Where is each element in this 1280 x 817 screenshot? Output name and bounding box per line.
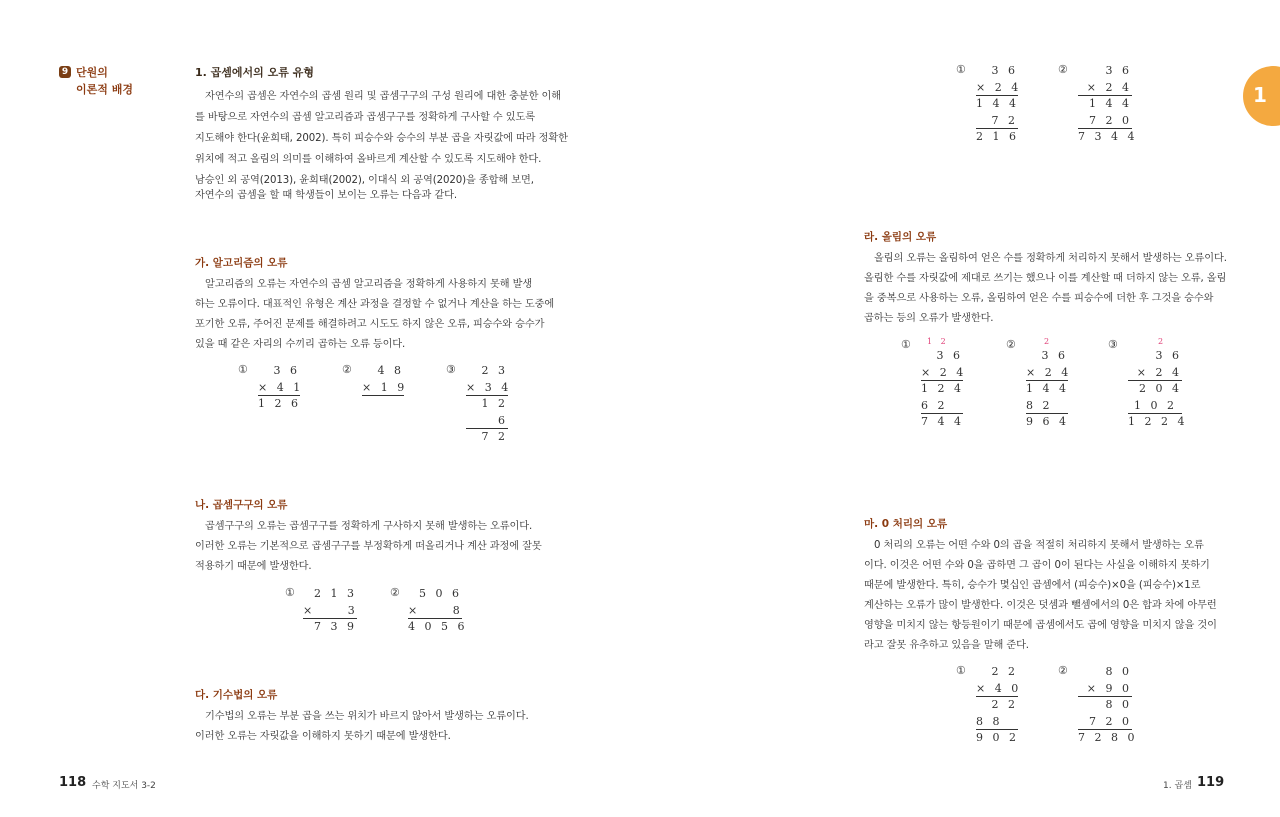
text-line: 포기한 오류, 주어진 문제를 해결하려고 시도도 하지 않은 오류, 피승수와 승수가 bbox=[195, 319, 545, 330]
multiplicand: 3 6 bbox=[1105, 64, 1132, 77]
partial-product: 1 0 2 bbox=[1128, 398, 1182, 415]
section-title: 1. 곱셈에서의 오류 유형 bbox=[195, 66, 314, 79]
chapter-badge: 9 bbox=[59, 66, 71, 78]
zero-example-1 bbox=[956, 664, 1022, 747]
example-label: ① bbox=[901, 338, 911, 351]
text-line: 0 처리의 오류는 어떤 수와 0의 곱을 적절히 처리하지 못해서 발생하는 오류 bbox=[874, 540, 1204, 551]
partial-product: 8 0 bbox=[1105, 698, 1132, 711]
product: 9 6 4 bbox=[1026, 415, 1069, 428]
side-title-line1: 단원의 bbox=[76, 66, 108, 79]
multiplier: × 3 bbox=[303, 603, 357, 620]
partial-product: 7 2 bbox=[976, 113, 1018, 130]
olim-example-2 bbox=[1006, 336, 1072, 431]
page-number: 119 bbox=[1197, 775, 1225, 790]
multiplicand: 5 0 6 bbox=[419, 587, 462, 600]
multiplicand: 3 6 bbox=[936, 349, 963, 362]
multiplicand: 3 6 bbox=[1041, 349, 1068, 362]
product: 7 3 4 4 bbox=[1078, 130, 1138, 143]
gisu-example-1 bbox=[956, 63, 1022, 146]
olim-example-3 bbox=[1108, 336, 1188, 431]
multiplier: × 4 0 bbox=[976, 681, 1018, 698]
text-line: 기수법의 오류는 부분 곱을 쓰는 위치가 바르지 않아서 발생하는 오류이다. bbox=[205, 711, 529, 722]
carry-digits: 1 2 bbox=[927, 337, 949, 346]
example-label: ② bbox=[390, 586, 400, 599]
product: 9 0 2 bbox=[976, 731, 1019, 744]
product: 1 2 2 4 bbox=[1128, 415, 1188, 428]
text-line: 자연수의 곱셈은 자연수의 곱셈 원리 및 곱셈구구의 구성 원리에 대한 충분한 이해 bbox=[205, 91, 561, 102]
product: 2 1 6 bbox=[976, 130, 1019, 143]
multiplier: × 2 4 bbox=[976, 80, 1018, 97]
partial-product: 8 2 bbox=[1026, 398, 1068, 415]
example-label: ② bbox=[1006, 338, 1016, 351]
example-label: ① bbox=[956, 63, 966, 76]
partial-product: 6 bbox=[466, 413, 508, 430]
partial-product: 1 2 4 bbox=[921, 382, 964, 395]
text-line: 남승인 외 공역(2013), 윤희태(2002), 이대식 외 공역(2020)을 종합해 보면, bbox=[195, 175, 534, 186]
gisu-example-2 bbox=[1058, 63, 1138, 146]
algo-example-2 bbox=[342, 363, 408, 396]
multiplier: × 3 4 bbox=[466, 380, 508, 397]
partial-product: 7 2 0 bbox=[1078, 714, 1132, 731]
text-line: 위치에 적고 올림의 의미를 이해하여 올바르게 계산할 수 있도록 지도해야 한다. bbox=[195, 154, 542, 165]
multiplicand: 3 6 bbox=[273, 364, 300, 377]
multiplicand: 2 2 bbox=[991, 665, 1018, 678]
text-line: 알고리즘의 오류는 자연수의 곱셈 알고리즘을 정확하게 사용하지 못해 발생 bbox=[205, 279, 533, 290]
footer-title: 1. 곱셈 bbox=[1163, 781, 1192, 791]
text-line: 이러한 오류는 자릿값을 이해하지 못하기 때문에 발생한다. bbox=[195, 731, 451, 742]
multiplier: × 2 4 bbox=[1078, 80, 1132, 97]
multiplicand: 3 6 bbox=[991, 64, 1018, 77]
partial-product: 7 2 0 bbox=[1078, 113, 1132, 130]
text-line: 하는 오류이다. 대표적인 유형은 계산 과정을 결정할 수 없거나 계산을 하는 도중에 bbox=[195, 299, 555, 310]
example-label: ② bbox=[1058, 664, 1068, 677]
text-line: 올림의 오류는 올림하여 얻은 수를 정확하게 처리하지 못해서 발생하는 오류이다. bbox=[874, 253, 1227, 264]
multiplicand: 3 6 bbox=[1155, 349, 1182, 362]
example-label: ③ bbox=[1108, 338, 1118, 351]
multiplier: × 2 4 bbox=[921, 365, 963, 382]
multiplier: × 8 bbox=[408, 603, 462, 620]
partial-product: 8 8 bbox=[976, 714, 1018, 731]
partial-product: 1 4 4 bbox=[976, 97, 1019, 110]
partial-product: 1 4 4 bbox=[1026, 382, 1069, 395]
multiplier: × 2 4 bbox=[1026, 365, 1068, 382]
algo-example-1 bbox=[238, 363, 304, 413]
multiplicand: 2 3 bbox=[481, 364, 508, 377]
text-line: 자연수의 곱셈을 할 때 학생들이 보이는 오류는 다음과 같다. bbox=[195, 190, 458, 201]
partial-product: 1 2 bbox=[481, 397, 508, 410]
olim-example-1 bbox=[901, 336, 967, 431]
example-label: ① bbox=[238, 363, 248, 376]
example-label: ① bbox=[285, 586, 295, 599]
gisu-title: 다. 기수법의 오류 bbox=[195, 689, 278, 701]
product: 7 3 9 bbox=[314, 620, 357, 633]
partial-product: 2 0 4 bbox=[1139, 382, 1182, 395]
side-title-line2: 이론적 배경 bbox=[76, 83, 133, 96]
multiplier: × 1 9 bbox=[362, 380, 404, 397]
product: 7 4 4 bbox=[921, 415, 964, 428]
text-line: 영향을 미치지 않는 항등원이기 때문에 곱셈에서도 곱에 영향을 미치지 않을 것이 bbox=[864, 620, 1217, 631]
multiplier: × 4 1 bbox=[258, 380, 300, 397]
text-line: 올림한 수를 자릿값에 제대로 쓰기는 했으나 이를 계산할 때 더하지 않는 오류, 올림 bbox=[864, 273, 1227, 284]
example-label: ① bbox=[956, 664, 966, 677]
partial-product: 6 2 bbox=[921, 398, 963, 415]
text-line: 곱셈구구의 오류는 곱셈구구를 정확하게 구사하지 못해 발생하는 오류이다. bbox=[205, 521, 533, 532]
multiplier: × 2 4 bbox=[1128, 365, 1182, 382]
product: 1 2 6 bbox=[258, 397, 301, 410]
multiplicand: 4 8 bbox=[377, 364, 404, 377]
olim-title: 라. 올림의 오류 bbox=[864, 231, 937, 243]
chapter-tab bbox=[1243, 66, 1280, 126]
text-line: 곱하는 등의 오류가 발생한다. bbox=[864, 313, 994, 324]
product: 4 0 5 6 bbox=[408, 620, 468, 633]
gugu-title: 나. 곱셈구구의 오류 bbox=[195, 499, 288, 511]
example-label: ② bbox=[1058, 63, 1068, 76]
text-line: 적용하기 때문에 발생한다. bbox=[195, 561, 312, 572]
page-number: 118 bbox=[59, 775, 87, 790]
carry-digits: 2 bbox=[1158, 337, 1167, 346]
text-line: 라고 잘못 유추하고 있음을 말해 준다. bbox=[864, 640, 1029, 651]
partial-product: 2 2 bbox=[991, 698, 1018, 711]
algo-example-3 bbox=[446, 363, 512, 446]
text-line: 때문에 발생한다. 특히, 승수가 몇십인 곱셈에서 (피승수)×0을 (피승수)×1로 bbox=[864, 580, 1201, 591]
product: 7 2 bbox=[481, 430, 508, 443]
gugu-example-2 bbox=[390, 586, 468, 636]
zero-title: 마. 0 처리의 오류 bbox=[864, 518, 948, 530]
product: 7 2 8 0 bbox=[1078, 731, 1138, 744]
text-line: 이러한 오류는 기본적으로 곱셈구구를 부정확하게 떠올리거나 계산 과정에 잘못 bbox=[195, 541, 542, 552]
chapter-tab-number: 1 bbox=[1253, 83, 1267, 107]
example-label: ② bbox=[342, 363, 352, 376]
algo-title: 가. 알고리즘의 오류 bbox=[195, 257, 288, 269]
text-line: 를 바탕으로 자연수의 곱셈 알고리즘과 곱셈구구를 정확하게 구사할 수 있도록 bbox=[195, 112, 535, 123]
partial-product: 1 4 4 bbox=[1089, 97, 1132, 110]
zero-example-2 bbox=[1058, 664, 1138, 747]
footer-title: 수학 지도서 3-2 bbox=[92, 781, 156, 791]
carry-digits: 2 bbox=[1044, 337, 1053, 346]
text-line: 계산하는 오류가 많이 발생한다. 이것은 덧셈과 뺄셈에서의 0은 합과 차에 아무런 bbox=[864, 600, 1217, 611]
example-label: ③ bbox=[446, 363, 456, 376]
gugu-example-1 bbox=[285, 586, 358, 636]
multiplicand: 8 0 bbox=[1105, 665, 1132, 678]
text-line: 이다. 이것은 어떤 수와 0을 곱하면 그 곱이 0이 된다는 사실을 이해하지 못하기 bbox=[864, 560, 1210, 571]
multiplicand: 2 1 3 bbox=[314, 587, 357, 600]
multiplier: × 9 0 bbox=[1078, 681, 1132, 698]
text-line: 을 중복으로 사용하는 오류, 올림하여 얻은 수를 피승수에 더한 후 그것을 승수와 bbox=[864, 293, 1214, 304]
text-line: 있을 때 같은 자리의 수끼리 곱하는 오류 등이다. bbox=[195, 339, 406, 350]
text-line: 지도해야 한다(윤희태, 2002). 특히 피승수와 승수의 부분 곱을 자릿값에 따라 정확한 bbox=[195, 133, 568, 144]
